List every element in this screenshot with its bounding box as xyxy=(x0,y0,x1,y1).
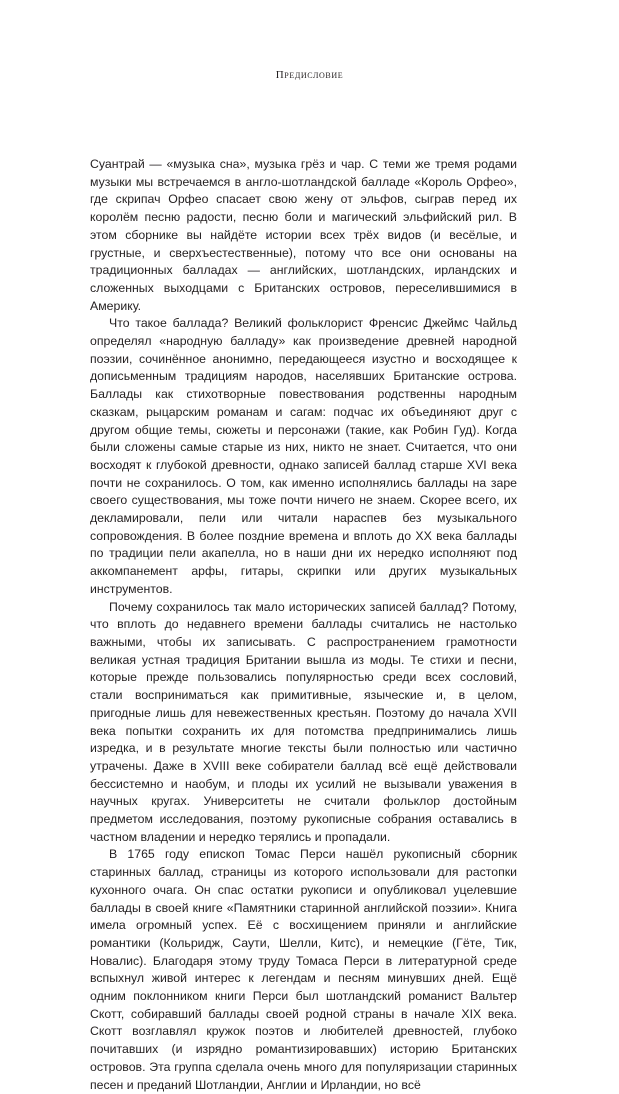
running-head: Предисловие xyxy=(275,69,344,81)
paragraph-1: Суантрай — «музыка сна», музыка грёз и чар. С теми же тремя родами музыки мы встречаемся в англо-шотландской балладе «Король Орфео», где скрипач Орфео спасает свою жену от эльфов, сыграв перед их королём песню радости, песню боли и магический эльфийский рил. В этом сборнике вы найдёте истории всех трёх видов (и весёлые, и грустные, и сверхъестественные), потому что все они основаны на традиционных балладах — английских, шотландских, ирландских и сложенных выходцами с Британских островов, переселившимися в Америку. xyxy=(90,157,517,313)
body-text xyxy=(90,156,517,1094)
paragraph-3: Почему сохранилось так мало исторических записей баллад? Потому, что вплоть до недавнего времени баллады считались не настолько важными, чтобы их записывать. С распространением грамотности великая устная традиция Британии вышла из моды. Те стихи и песни, которые прежде пользовались популярностью среди всех сословий, стали восприниматься как примитивные, языческие и, в целом, пригодные лишь для невежественных крестьян. Поэтому до начала XVII века попытки сохранить их для потомства предпринимались лишь изредка, и в результате многие тексты были полностью или частично утрачены. Даже в XVIII веке собиратели баллад всё ещё действовали бессистемно и наобум, и плоды их усилий не вызывали уважения в научных кругах. Университеты не считали фольклор достойным предметом исследования, поэтому рукописные собрания оставались в частном владении и нередко терялись и пропадали. xyxy=(90,599,517,844)
paragraph-2: Что такое баллада? Великий фольклорист Френсис Джеймс Чайльд определял «народную балладу» как произведение древней народной поэзии, сочинённое анонимно, передающееся изустно и восходящее к дописьменным традициям народов, населявших Британские острова. Баллады как стихотворные повествования родственны народным сказкам, рыцарским романам и сагам: подчас их объединяют друг с другом общие темы, сюжеты и персонажи (такие, как Робин Гуд). Когда были сложены самые старые из них, никто не знает. Считается, что они восходят к глубокой древности, однако записей баллад старше XVI века почти не сохранилось. О том, как именно исполнялись баллады на заре своего существования, мы тоже почти ничего не знаем. Скорее всего, их декламировали, пели или читали нараспев без музыкального сопровождения. В более поздние времена и вплоть до XX века баллады по традиции пели акапелла, но в наши дни их нередко исполняют под аккомпанемент арфы, гитары, скрипки или других музыкальных инструментов. xyxy=(90,316,517,596)
paragraph-4: В 1765 году епископ Томас Перси нашёл рукописный сборник старинных баллад, страницы из которого использовали для растопки кухонного очага. Он спас остатки рукописи и опубликовал уцелевшие баллады в своей книге «Памятники старинной английской поэзии». Книга имела огромный успех. Её с восхищением приняли и английские романтики (Кольридж, Саути, Шелли, Китс), и немецкие (Гёте, Тик, Новалис). Благодаря этому труду Томаса Перси в литературной среде вспыхнул живой интерес к легендам и песням минувших дней. Ещё одним поклонником книги Перси был шотландский романист Вальтер Скотт, собиравший баллады своей родной страны в начале XIX века. Скотт возглавлял кружок поэтов и любителей древностей, глубоко почитавших (и изрядно романтизировавших) историю Британских островов. Эта группа сделала очень много для популяризации старинных песен и преданий Шотландии, Англии и Ирландии, но всё xyxy=(90,847,517,1092)
